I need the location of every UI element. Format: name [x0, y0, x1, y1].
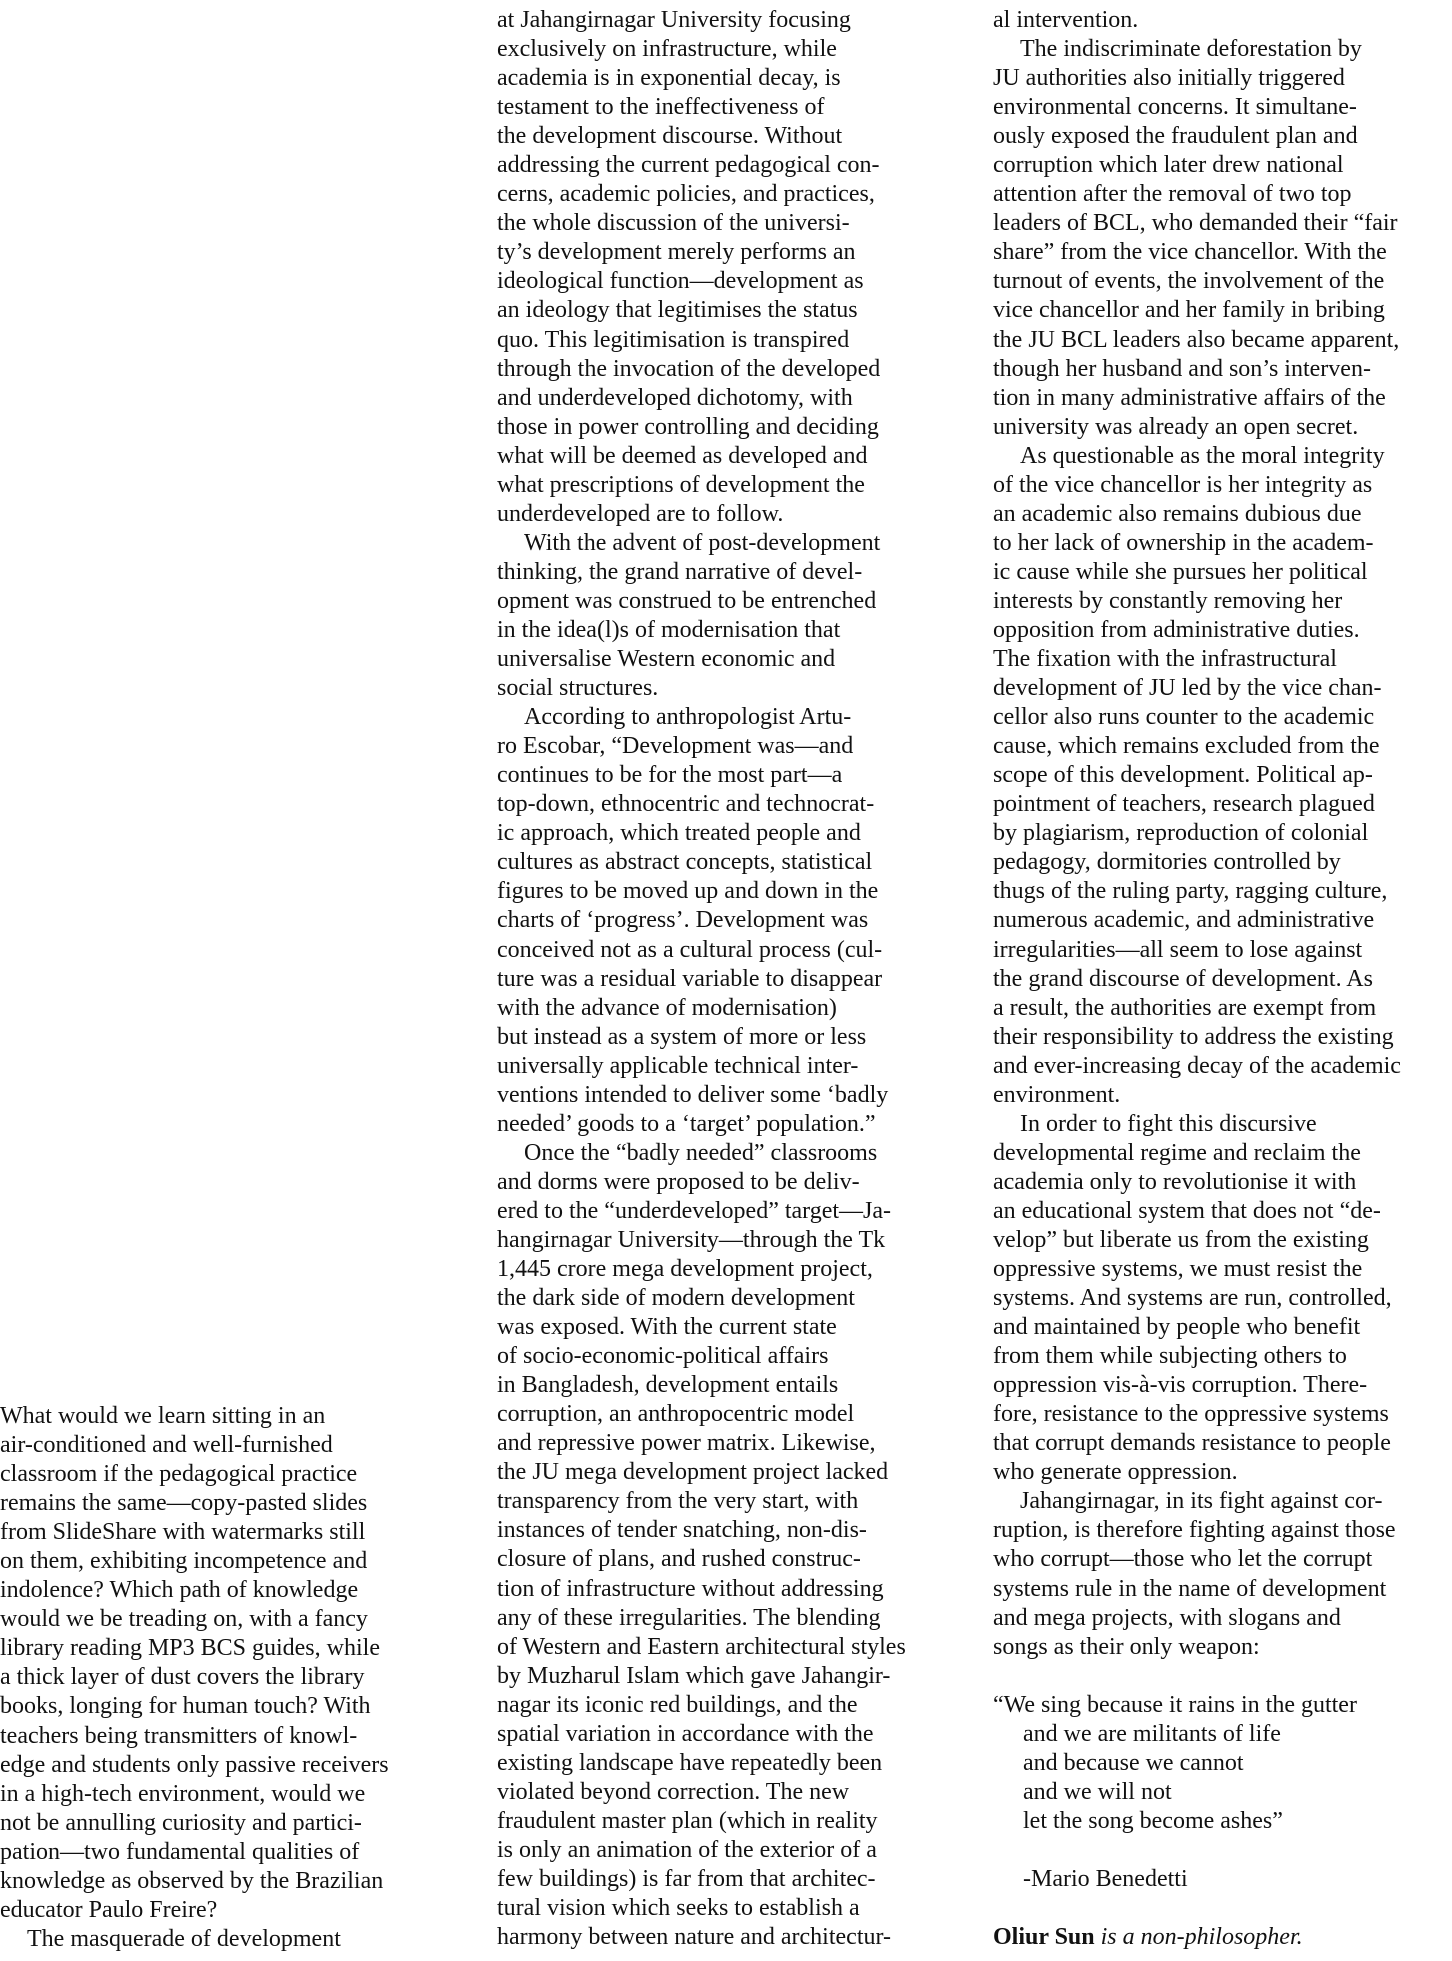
text-line: numerous academic, and administrative — [993, 907, 1375, 934]
text-line — [993, 1662, 1452, 1691]
text-line: interests by constantly removing her — [993, 587, 1343, 614]
text-line: and we are militants of life — [1023, 1720, 1281, 1747]
text-line: 1,445 crore mega development project, — [497, 1256, 873, 1283]
text-line: ered to the “underdeveloped” target—Ja- — [497, 1197, 892, 1224]
text-line: leaders of BCL, who demanded their “fair — [993, 210, 1398, 237]
text-line: attention after the removal of two top — [993, 181, 1352, 208]
text-line: few buildings) is far from that architec- — [497, 1866, 876, 1892]
text-line: and mega projects, with slogans and — [993, 1604, 1341, 1631]
text-line: university was already an open secret. — [993, 413, 1359, 440]
text-line: in a high-tech environment, would we — [0, 1780, 366, 1807]
text-line: knowledge as observed by the Brazilian — [0, 1867, 384, 1894]
text-line: teachers being transmitters of knowl- — [0, 1722, 358, 1749]
text-line: what prescriptions of development the — [497, 471, 865, 498]
text-line: According to anthropologist Artu- — [524, 704, 852, 731]
text-line: would we be treading on, with a fancy — [0, 1606, 368, 1633]
text-line: development of JU led by the vice chan- — [993, 675, 1382, 702]
text-line: and maintained by people who benefit — [993, 1314, 1361, 1341]
text-line: universally applicable technical inter- — [497, 1052, 859, 1079]
column-3-lines — [993, 6, 1452, 1923]
text-line: closure of plans, and rushed construc- — [497, 1546, 861, 1573]
text-line: violated beyond correction. The new — [497, 1778, 850, 1805]
text-line: fore, resistance to the oppressive systems — [993, 1401, 1389, 1428]
text-line: velop” but liberate us from the existing — [993, 1226, 1369, 1253]
text-line: in Bangladesh, development entails — [497, 1372, 839, 1399]
text-line: pointment of teachers, research plagued — [993, 791, 1375, 818]
text-line: underdeveloped are to follow. — [497, 500, 784, 527]
text-line: existing landscape have repeatedly been — [497, 1749, 883, 1776]
text-line: and because we cannot — [1023, 1749, 1244, 1776]
text-line: Once the “badly needed” classrooms — [524, 1139, 878, 1166]
text-line: oppressive systems, we must resist the — [993, 1256, 1363, 1283]
text-line: classroom if the pedagogical practice — [0, 1461, 358, 1488]
article-column-3 — [993, 6, 1452, 1952]
text-line: thugs of the ruling party, ragging culture, — [993, 878, 1388, 905]
text-line: an ideology that legitimises the status — [497, 297, 858, 324]
text-line: of Western and Eastern architectural styles — [497, 1633, 906, 1660]
text-line: The fixation with the infrastructural — [993, 646, 1337, 673]
text-line: who corrupt—those who let the corrupt — [993, 1546, 1373, 1573]
text-line: “We sing because it rains in the gutter — [993, 1691, 1357, 1718]
text-line: at Jahangirnagar University focusing — [497, 7, 851, 33]
text-line: spatial variation in accordance with the — [497, 1720, 874, 1747]
author-name: Oliur Sun — [993, 1924, 1095, 1951]
text-line: that corrupt demands resistance to people — [993, 1430, 1391, 1457]
text-line: the JU mega development project lacked — [497, 1459, 889, 1486]
text-line: The indiscriminate deforestation by — [1020, 36, 1362, 63]
text-line: is only an animation of the exterior of a — [497, 1836, 877, 1863]
text-line: but instead as a system of more or less — [497, 1023, 867, 1050]
text-line: not be annulling curiosity and partici- — [0, 1809, 362, 1836]
text-line: quo. This legitimisation is transpired — [497, 326, 850, 353]
text-line: the grand discourse of development. As — [993, 965, 1373, 992]
text-line: The masquerade of development — [27, 1925, 341, 1952]
text-line: by Muzharul Islam which gave Jahangir- — [497, 1662, 891, 1689]
text-line: their responsibility to address the existing — [993, 1023, 1394, 1050]
text-line: a result, the authorities are exempt from — [993, 994, 1377, 1021]
text-line: cellor also runs counter to the academic — [993, 704, 1375, 731]
text-line: let the song become ashes” — [1023, 1807, 1283, 1834]
text-line: conceived not as a cultural process (cul- — [497, 936, 883, 963]
text-line: charts of ‘progress’. Development was — [497, 907, 869, 934]
text-line: Jahangirnagar, in its fight against cor- — [1020, 1488, 1383, 1515]
text-line: opposition from administrative duties. — [993, 616, 1360, 643]
text-line: library reading MP3 BCS guides, while — [0, 1635, 380, 1662]
text-line: pedagogy, dormitories controlled by — [993, 849, 1341, 876]
text-line: by plagiarism, reproduction of colonial — [993, 820, 1369, 847]
text-line: transparency from the very start, with — [497, 1488, 859, 1515]
text-line — [993, 1836, 1452, 1865]
text-line: from them while subjecting others to — [993, 1343, 1347, 1370]
text-line: testament to the ineffectiveness of — [497, 94, 825, 121]
text-line: top-down, ethnocentric and technocrat- — [497, 791, 875, 818]
text-line: was exposed. With the current state — [497, 1314, 837, 1341]
text-line: tural vision which seeks to establish a — [497, 1895, 860, 1922]
text-line: needed’ goods to a ‘target’ population.” — [497, 1110, 876, 1137]
text-line: what will be deemed as developed and — [497, 442, 868, 469]
text-line: an educational system that does not “de- — [993, 1197, 1381, 1224]
text-line: exclusively on infrastructure, while — [497, 36, 837, 63]
text-line: remains the same—copy-pasted slides — [0, 1490, 368, 1517]
text-line: and we will not — [1023, 1778, 1172, 1805]
text-line: corruption, an anthropocentric model — [497, 1401, 855, 1428]
text-line: cultures as abstract concepts, statistical — [497, 849, 873, 876]
text-line: -Mario Benedetti — [1023, 1866, 1188, 1892]
text-line: ously exposed the fraudulent plan and — [993, 123, 1358, 150]
text-line: though her husband and son’s interven- — [993, 355, 1371, 382]
text-line: ic cause while she pursues her political — [993, 558, 1368, 585]
text-line: environment. — [993, 1081, 1121, 1108]
text-line: to her lack of ownership in the academ- — [993, 529, 1374, 556]
text-line: As questionable as the moral integrity — [1020, 442, 1385, 469]
text-line: continues to be for the most part—a — [497, 762, 843, 789]
text-line: who generate oppression. — [993, 1459, 1238, 1486]
text-line: corruption which later drew national — [993, 152, 1344, 179]
text-line: With the advent of post-development — [524, 529, 881, 556]
text-line: scope of this development. Political ap- — [993, 762, 1373, 789]
text-line: from SlideShare with watermarks still — [0, 1519, 366, 1546]
text-line: ic approach, which treated people and — [497, 820, 861, 847]
text-line: academia is in exponential decay, is — [497, 65, 841, 92]
text-line: social structures. — [497, 675, 659, 702]
text-line: those in power controlling and deciding — [497, 413, 879, 440]
text-line: the JU BCL leaders also became apparent, — [993, 326, 1400, 353]
text-line: ture was a residual variable to disappear — [497, 965, 883, 992]
text-line: fraudulent master plan (which in reality — [497, 1807, 878, 1834]
text-line: universalise Western economic and — [497, 646, 836, 673]
text-line: a thick layer of dust covers the library — [0, 1664, 365, 1691]
text-line: opment was construed to be entrenched — [497, 587, 877, 614]
text-line: the development discourse. Without — [497, 123, 843, 150]
text-line: edge and students only passive receivers — [0, 1751, 389, 1778]
text-line: and underdeveloped dichotomy, with — [497, 384, 853, 411]
text-line: cerns, academic policies, and practices, — [497, 181, 875, 208]
text-line: songs as their only weapon: — [993, 1633, 1260, 1660]
text-line: tion of infrastructure without addressing — [497, 1575, 884, 1602]
text-line: books, longing for human touch? With — [0, 1693, 371, 1720]
author-byline — [993, 1923, 1452, 1952]
text-line: In order to fight this discursive — [1020, 1110, 1317, 1137]
text-line: share” from the vice chancellor. With the — [993, 239, 1387, 266]
text-line: and ever-increasing decay of the academic — [993, 1052, 1401, 1079]
text-line: tion in many administrative affairs of the — [993, 384, 1386, 411]
text-line: indolence? Which path of knowledge — [0, 1577, 359, 1604]
text-line: ruption, is therefore fighting against those — [993, 1517, 1396, 1544]
text-line: hangirnagar University—through the Tk — [497, 1226, 886, 1253]
text-line: cause, which remains excluded from the — [993, 733, 1380, 760]
text-line: vice chancellor and her family in bribing — [993, 297, 1385, 324]
text-line: systems. And systems are run, controlled, — [993, 1285, 1392, 1312]
text-line: of the vice chancellor is her integrity as — [993, 471, 1373, 498]
text-line: ideological function—development as — [497, 268, 864, 295]
text-line: an academic also remains dubious due — [993, 500, 1362, 527]
text-line: instances of tender snatching, non-dis- — [497, 1517, 867, 1544]
text-line: the dark side of modern development — [497, 1285, 855, 1312]
text-line: al intervention. — [993, 7, 1139, 33]
text-line: educator Paulo Freire? — [0, 1896, 218, 1923]
text-line: JU authorities also initially triggered — [993, 65, 1345, 92]
text-line: and dorms were proposed to be deliv- — [497, 1168, 860, 1195]
text-line: ty’s development merely performs an — [497, 239, 856, 266]
text-line: oppression vis-à-vis corruption. There- — [993, 1372, 1368, 1399]
article-column-1 — [0, 1402, 462, 1954]
text-line — [993, 1894, 1452, 1923]
text-line: through the invocation of the developed — [497, 355, 881, 382]
text-line: air-conditioned and well-furnished — [0, 1432, 333, 1459]
text-line: nagar its iconic red buildings, and the — [497, 1691, 858, 1718]
text-line: harmony between nature and architectur- — [497, 1924, 891, 1951]
text-line: addressing the current pedagogical con- — [497, 152, 880, 179]
author-description: is a non-philosopher. — [1100, 1924, 1303, 1951]
text-line: figures to be moved up and down in the — [497, 878, 879, 905]
text-line: and repressive power matrix. Likewise, — [497, 1430, 876, 1457]
text-line: environmental concerns. It simultane- — [993, 94, 1357, 121]
text-line: in the idea(l)s of modernisation that — [497, 616, 841, 643]
article-column-2 — [497, 6, 959, 1952]
text-line: any of these irregularities. The blending — [497, 1604, 881, 1631]
text-line: the whole discussion of the universi- — [497, 210, 850, 237]
text-line: of socio-economic-political affairs — [497, 1343, 829, 1370]
text-line: systems rule in the name of development — [993, 1575, 1387, 1602]
text-line: turnout of events, the involvement of the — [993, 268, 1385, 295]
text-line: on them, exhibiting incompetence and — [0, 1548, 368, 1575]
text-line: irregularities—all seem to lose against — [993, 936, 1363, 963]
text-line: ventions intended to deliver some ‘badly — [497, 1081, 889, 1108]
text-line: ro Escobar, “Development was—and — [497, 733, 854, 760]
text-line: pation—two fundamental qualities of — [0, 1838, 360, 1865]
text-line: thinking, the grand narrative of devel- — [497, 558, 863, 585]
text-line: developmental regime and reclaim the — [993, 1139, 1361, 1166]
text-line: academia only to revolutionise it with — [993, 1168, 1357, 1195]
text-line: with the advance of modernisation) — [497, 994, 837, 1021]
text-line: What would we learn sitting in an — [0, 1403, 326, 1429]
